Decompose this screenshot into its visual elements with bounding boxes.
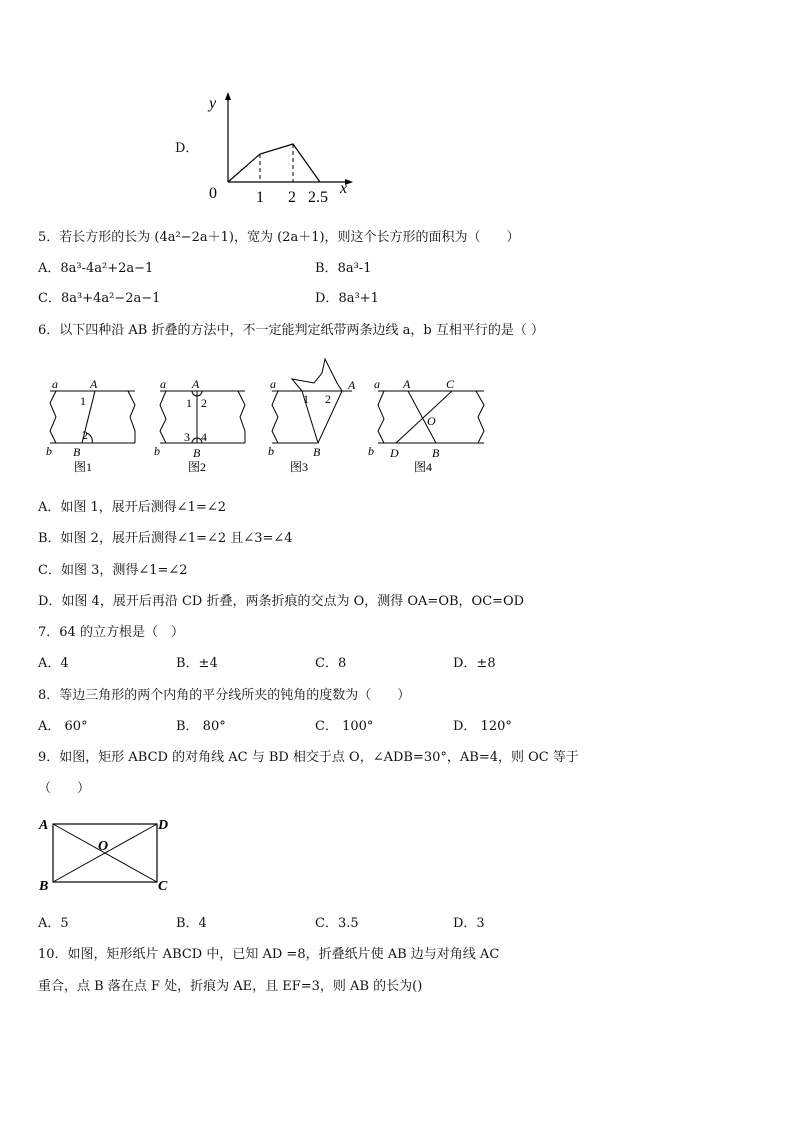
- center-O: O: [98, 839, 109, 854]
- label-a: a: [270, 377, 276, 391]
- option-label: A．: [38, 261, 61, 276]
- q6-option-a: A．如图 1，展开后测得∠1=∠2: [38, 500, 227, 515]
- q7-option-a: A．4: [38, 656, 69, 671]
- fold-cd: [396, 391, 452, 443]
- q6-figure-4: [366, 373, 491, 478]
- tick-1: 1: [256, 189, 264, 206]
- q7-option-b: B．±4: [176, 656, 218, 671]
- y-axis-arrow: [225, 92, 231, 100]
- q5-option-a: [38, 261, 153, 277]
- q6-figure-3: [262, 355, 367, 478]
- torn-right: [238, 391, 245, 443]
- label-2: 2: [201, 396, 207, 410]
- label-1: 1: [303, 392, 309, 406]
- label-b: b: [268, 444, 274, 458]
- q8-option-d: D． 120°: [453, 719, 512, 734]
- q5-option-b: [315, 261, 371, 277]
- q8-option-b: B． 80°: [176, 719, 226, 734]
- origin-label: 0: [209, 185, 217, 202]
- caption-fig1: 图1: [74, 460, 93, 474]
- label-O: O: [427, 414, 436, 428]
- label-C: C: [446, 377, 455, 391]
- q9-stem-continuation: （ ）: [38, 781, 91, 796]
- option-label: D．: [315, 291, 339, 306]
- caption-fig4: 图4: [414, 460, 433, 474]
- torn-right: [476, 391, 484, 443]
- label-A: A: [403, 377, 411, 391]
- q6-option-b: B．如图 2，展开后测得∠1=∠2 且∠3=∠4: [38, 531, 293, 546]
- x-axis-label: x: [340, 180, 348, 197]
- label-a: a: [52, 377, 58, 391]
- q8-stem: 8．等边三角形的两个内角的平分线所夹的钝角的度数为（ ）: [38, 688, 411, 703]
- label-b: b: [368, 444, 374, 458]
- label-A: A: [90, 377, 98, 391]
- option-text: 8a³+4a²−2a−1: [60, 291, 161, 306]
- option-d-label: D．: [175, 141, 199, 156]
- label-a: a: [160, 377, 166, 391]
- tick-2-5: 2.5: [308, 189, 328, 206]
- torn-right: [128, 391, 135, 443]
- q9-option-c: C．3.5: [315, 916, 359, 931]
- q7-stem: 7．64 的立方根是（ ）: [38, 625, 184, 640]
- q7-option-d: D．±8: [453, 656, 496, 671]
- q9-stem: 9．如图，矩形 ABCD 的对角线 AC 与 BD 相交于点 O，∠ADB=30°，AB=4，则 OC 等于: [38, 750, 579, 765]
- label-3: 3: [184, 430, 190, 444]
- label-2: 2: [325, 392, 331, 406]
- label-1: 1: [186, 396, 192, 410]
- q6-stem: 6．以下四种沿 AB 折叠的方法中，不一定能判定纸带两条边线 a，b 互相平行的是（ ）: [38, 323, 544, 338]
- label-b: b: [46, 444, 52, 458]
- piecewise-graph: [195, 88, 365, 210]
- option-text: 8a³-1: [337, 261, 372, 276]
- label-A: A: [192, 377, 200, 391]
- label-2: 2: [82, 428, 88, 442]
- q6-option-c: C．如图 3，测得∠1=∠2: [38, 563, 188, 578]
- q10-stem-line2: 重合，点 B 落在点 F 处，折痕为 AE，且 EF=3，则 AB 的长为(): [38, 979, 423, 994]
- label-B: B: [193, 446, 201, 460]
- vertex-D: D: [158, 818, 169, 833]
- q9-option-a: A．5: [38, 916, 69, 931]
- q9-option-b: B．4: [176, 916, 207, 931]
- q5-option-d: [315, 291, 379, 307]
- label-B: B: [73, 445, 81, 459]
- y-axis-label: y: [209, 95, 217, 112]
- q6-figure-1: [40, 373, 140, 478]
- label-B: B: [313, 445, 321, 459]
- tick-2: 2: [288, 189, 296, 206]
- label-1: 1: [80, 394, 86, 408]
- graph-line: [228, 144, 320, 182]
- q9-rectangle-figure: [36, 812, 176, 896]
- option-text: 8a³-4a²+2a−1: [60, 261, 154, 276]
- vertex-C: C: [158, 879, 168, 894]
- q7-option-c: C．8: [315, 656, 347, 671]
- label-A: A: [348, 378, 356, 392]
- folded-flap: [292, 359, 342, 443]
- label-4: 4: [201, 430, 207, 444]
- q8-option-c: C． 100°: [315, 719, 374, 734]
- q5-option-c: [38, 291, 160, 307]
- option-label: B．: [315, 261, 338, 276]
- q6-option-d: D．如图 4，展开后再沿 CD 折叠，两条折痕的交点为 O，测得 OA=OB，OC=OD: [38, 594, 525, 609]
- torn-left: [160, 391, 166, 443]
- label-a: a: [374, 377, 380, 391]
- q8-option-a: A． 60°: [38, 719, 88, 734]
- caption-fig2: 图2: [188, 460, 207, 474]
- caption-fig3: 图3: [290, 460, 309, 474]
- option-label: C．: [38, 291, 61, 306]
- label-b: b: [154, 444, 160, 458]
- q9-option-d: D．3: [453, 916, 485, 931]
- q6-figure-2: [150, 373, 250, 478]
- q5-stem: 5．若长方形的长为 (4a²−2a＋1)，宽为 (2a＋1)，则这个长方形的面积为（ ）: [38, 230, 520, 245]
- option-text: 8a³+1: [338, 291, 379, 306]
- vertex-A: A: [39, 818, 49, 833]
- q10-stem-line1: 10．如图，矩形纸片 ABCD 中，已知 AD =8，折叠纸片使 AB 边与对角线 AC: [38, 947, 500, 962]
- vertex-B: B: [39, 879, 49, 894]
- label-D: D: [390, 446, 399, 460]
- torn-left: [378, 391, 384, 443]
- torn-left: [50, 391, 56, 443]
- label-B: B: [432, 446, 440, 460]
- torn-left: [272, 391, 278, 443]
